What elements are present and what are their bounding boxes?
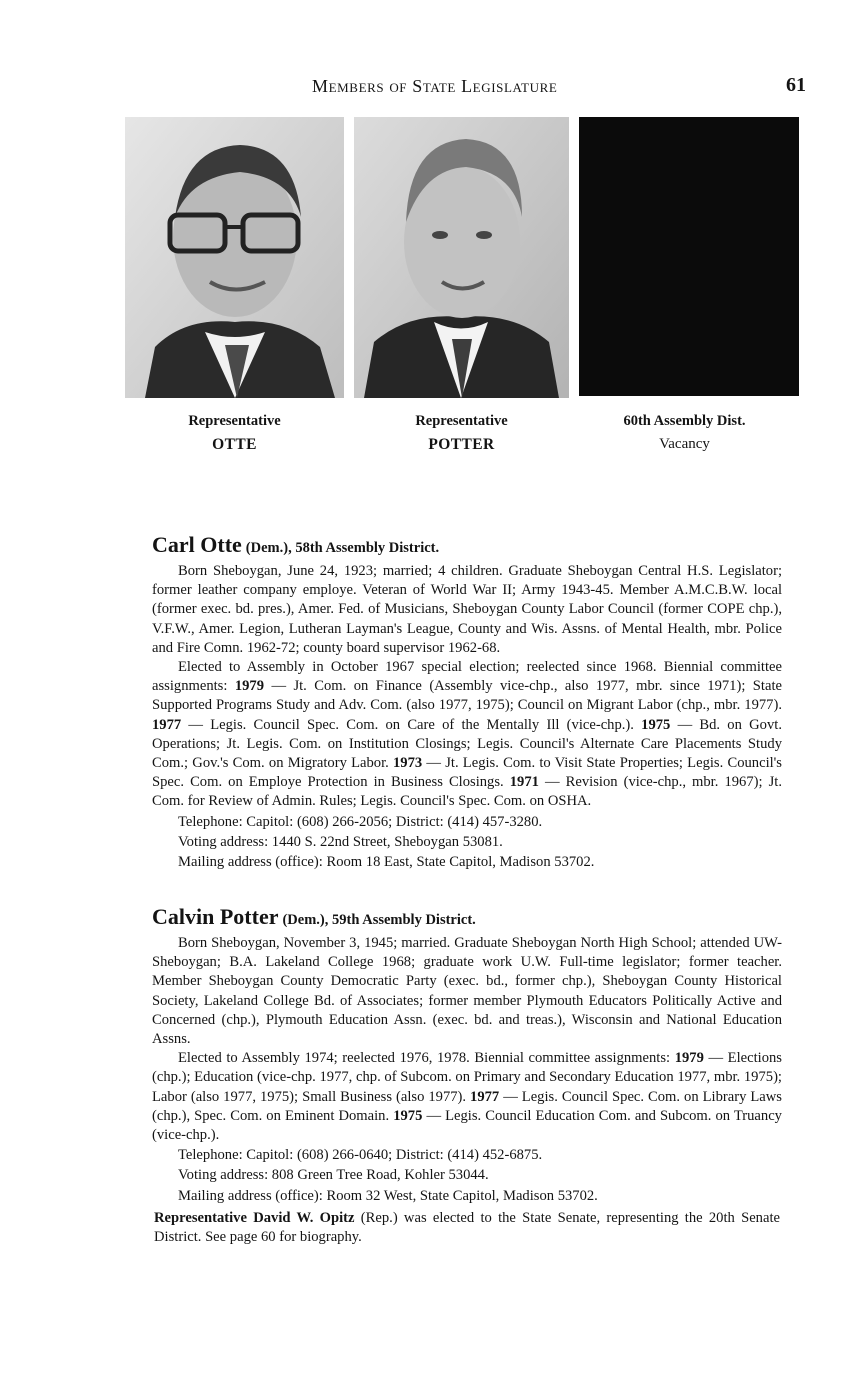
potter-caption bbox=[354, 410, 569, 456]
year-text: — Jt. Com. on Finance (Assembly vice-chp., also 1977, mbr. since 1971); State Supported Programs Study and Adv. Com. (also 1977, 1975); Council on Migrant Labor (chp., mbr. 1977). bbox=[152, 678, 782, 714]
year-text: — Legis. Council Education Com. and Subcom. on Truancy (vice-chp.). bbox=[152, 1107, 782, 1144]
portrait-photo-icon bbox=[125, 117, 344, 398]
potter-biography bbox=[152, 905, 782, 1206]
year-text: — Legis. Council Spec. Com. on Library Laws (chp.), Spec. Com. on Eminent Domain. bbox=[152, 1088, 782, 1124]
caption-role: Representative bbox=[415, 413, 508, 429]
caption-name: Vacancy bbox=[659, 436, 710, 452]
committee-intro: Elected to Assembly 1974; reelected 1976, 1978. Biennial committee assignments: bbox=[178, 1050, 671, 1067]
member-name: Carl Otte bbox=[152, 532, 242, 557]
year-label: 1975 bbox=[641, 716, 671, 733]
party-label: (Dem.) bbox=[245, 540, 289, 556]
year-text: — Jt. Legis. Com. to Visit State Properties; Legis. Council's Spec. Com. on Employe Protection in Business Closings. bbox=[152, 755, 782, 791]
otte-caption bbox=[125, 410, 344, 456]
caption-role: Representative bbox=[188, 413, 281, 429]
year-label: 1977 bbox=[470, 1088, 500, 1105]
year-text: — Elections (chp.); Education (vice-chp. 1977, chp. of Subcom. on Primary and Secondary Education 1977, mbr. 1975); Labor (also 1977, 1975); Small Business (also 1977). bbox=[152, 1050, 782, 1105]
caption-name: POTTER bbox=[428, 436, 495, 453]
year-text: — Legis. Council Spec. Com. on Care of the Mentally Ill (vice-chp.). bbox=[188, 716, 634, 733]
running-head: Members of State Legislature bbox=[312, 76, 558, 96]
year-label: 1979 bbox=[674, 1050, 704, 1067]
note-lead: Representative David W. Opitz bbox=[154, 1210, 355, 1226]
mailing-address: Mailing address (office): Room 18 East, State Capitol, Madison 53702. bbox=[178, 854, 595, 871]
committee-paragraph bbox=[152, 658, 782, 812]
year-label: 1975 bbox=[393, 1107, 423, 1124]
vacancy-caption bbox=[579, 410, 790, 456]
personal-paragraph: Born Sheboygan, November 3, 1945; married. Graduate Sheboygan North High School; attended UW-Sheboygan; B.A. Lakeland College 1968; graduate work U.W. Full-time legislator; former teacher. Member Sheboygan County Democratic Party (exec. bd., former chp.), Sheboygan County Historical Society, Lakeland College Bd. of Associates; former member Plymouth Educators Politically Active and Concerned (chp.), Plymouth Education Assn. (exec. bd. and treas.), Wisconsin and National Education Assns. bbox=[152, 935, 782, 1048]
opitz-note bbox=[154, 1209, 780, 1247]
otte-portrait-photo bbox=[125, 117, 344, 398]
year-label: 1973 bbox=[393, 755, 423, 772]
year-label: 1977 bbox=[152, 716, 182, 733]
member-name: Calvin Potter bbox=[152, 904, 279, 929]
district-label: , 59th Assembly District. bbox=[324, 912, 476, 928]
note-text: (Rep.) was elected to the State Senate, representing the 20th Senate District. See page 60 for biography. bbox=[154, 1210, 780, 1246]
district-label: , 58th Assembly District. bbox=[288, 540, 440, 556]
year-text: — Bd. on Govt. Operations; Jt. Legis. Com. on Institution Closings; Legis. Council's Alternate Care Placements Study Com.; Gov.'s Com. on Migratory Labor. bbox=[152, 716, 782, 772]
personal-paragraph: Born Sheboygan, June 24, 1923; married; 4 children. Graduate Sheboygan Central H.S. Legislator; former leather company employe. Veteran of World War II; Army 1943-45. Member A.M.C.B.W. local (former exec. bd. pres.), Amer. Fed. of Musicians, Sheboygan County Labor Council (former COPE chp.), V.F.W., Amer. Legion, Lutheran Layman's League, County and Wis. Assns. of Mental Health, mbr. Police and Fire Comn. 1962-72; county board supervisor 1962-68. bbox=[152, 563, 782, 656]
voting-address: Voting address: 1440 S. 22nd Street, Sheboygan 53081. bbox=[178, 833, 503, 850]
year-text: — Revision (vice-chp., mbr. 1967); Jt. Com. for Review of Admin. Rules; Legis. Council's Spec. Com. on OSHA. bbox=[152, 774, 782, 810]
biography-heading bbox=[152, 905, 782, 932]
portrait-photo-icon bbox=[354, 117, 569, 398]
caption-name: OTTE bbox=[212, 436, 257, 453]
otte-biography bbox=[152, 533, 782, 872]
telephone-line: Telephone: Capitol: (608) 266-2056; District: (414) 457-3280. bbox=[178, 813, 543, 830]
potter-portrait-photo bbox=[354, 117, 569, 398]
voting-address: Voting address: 808 Green Tree Road, Kohler 53044. bbox=[178, 1167, 489, 1184]
telephone-line: Telephone: Capitol: (608) 266-0640; District: (414) 452-6875. bbox=[178, 1147, 543, 1164]
committee-paragraph bbox=[152, 1049, 782, 1145]
year-label: 1971 bbox=[509, 774, 539, 791]
mailing-address: Mailing address (office): Room 32 West, State Capitol, Madison 53702. bbox=[178, 1187, 598, 1204]
caption-role: 60th Assembly Dist. bbox=[623, 413, 746, 429]
year-label: 1979 bbox=[234, 678, 265, 695]
page-number: 61 bbox=[786, 74, 806, 96]
party-label: (Dem.) bbox=[282, 912, 325, 928]
committee-intro: Elected to Assembly in October 1967 special election; reelected since 1968. Biennial committee assignments: bbox=[152, 659, 782, 695]
biography-heading bbox=[152, 533, 782, 560]
vacancy-blank-photo bbox=[579, 117, 799, 396]
